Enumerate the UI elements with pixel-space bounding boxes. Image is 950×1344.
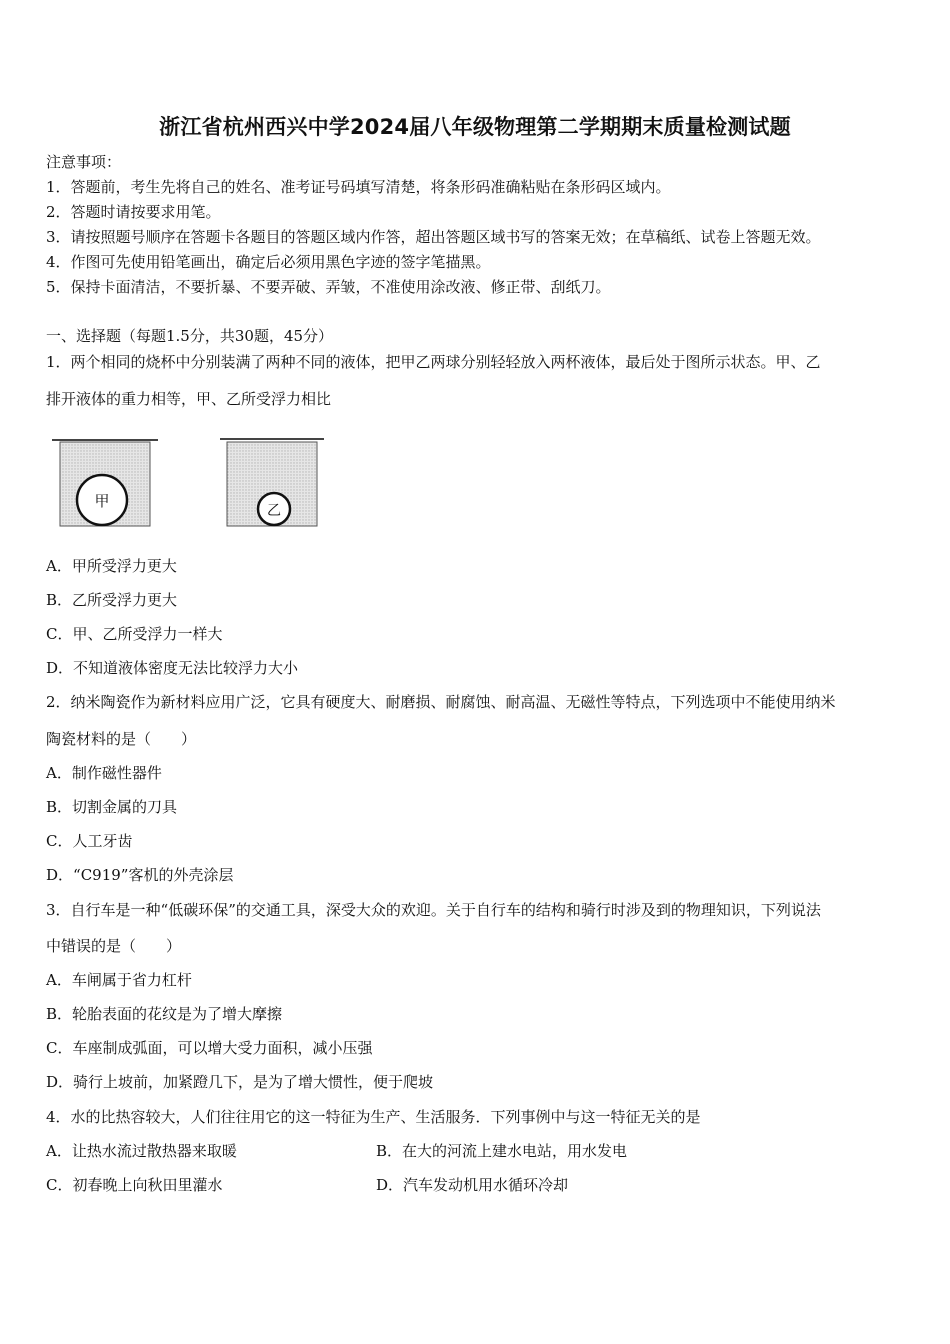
question-2-stem-line2: 陶瓷材料的是（ ） xyxy=(46,730,197,748)
question-2-stem-line1: 2．纳米陶瓷作为新材料应用广泛，它具有硬度大、耐磨损、耐腐蚀、耐高温、无磁性等特点，下列选项中不能使用纳米 xyxy=(46,693,836,711)
q3-option-c: C．车座制成弧面，可以增大受力面积，减小压强 xyxy=(46,1039,373,1057)
ball-left-label: 甲 xyxy=(94,492,110,510)
beakers-figure xyxy=(50,432,330,532)
q4-option-c: C．初春晚上向秋田里灌水 xyxy=(46,1176,223,1194)
q4-option-b: B．在大的河流上建水电站，用水发电 xyxy=(376,1142,628,1160)
question-1-stem-line1: 1．两个相同的烧杯中分别装满了两种不同的液体，把甲乙两球分别轻轻放入两杯液体，最后处于图所示状态。甲、乙 xyxy=(46,353,821,371)
q4-option-a: A．让热水流过散热器来取暖 xyxy=(46,1142,237,1160)
q3-option-d: D．骑行上坡前，加紧蹬几下，是为了增大惯性，便于爬坡 xyxy=(46,1073,434,1091)
ball-right-label: 乙 xyxy=(267,503,281,519)
q2-option-d: D．“C919”客机的外壳涂层 xyxy=(46,866,234,884)
beaker-right xyxy=(220,439,324,526)
q2-option-c: C．人工牙齿 xyxy=(46,832,133,850)
notice-item: 4．作图可先使用铅笔画出，确定后必须用黑色字迹的签字笔描黑。 xyxy=(46,253,491,271)
page-title: 浙江省杭州西兴中学2024届八年级物理第二学期期末质量检测试题 xyxy=(159,115,791,139)
beaker-left xyxy=(52,440,158,526)
question-3-stem-line1: 3．自行车是一种“低碳环保”的交通工具，深受大众的欢迎。关于自行车的结构和骑行时涉及到的物理知识，下列说法 xyxy=(46,901,821,919)
q3-option-a: A．车闸属于省力杠杆 xyxy=(46,971,192,989)
notice-item: 1．答题前，考生先将自己的姓名、准考证号码填写清楚，将条形码准确粘贴在条形码区域内。 xyxy=(46,178,671,196)
notice-heading: 注意事项： xyxy=(46,153,122,171)
q1-option-d: D．不知道液体密度无法比较浮力大小 xyxy=(46,659,299,677)
question-3-stem-line2: 中错误的是（ ） xyxy=(46,937,182,955)
question-4-stem: 4．水的比热容较大，人们往往用它的这一特征为生产、生活服务．下列事例中与这一特征无关的是 xyxy=(46,1108,701,1126)
notice-item: 3．请按照题号顺序在答题卡各题目的答题区域内作答，超出答题区域书写的答案无效；在草稿纸、试卷上答题无效。 xyxy=(46,228,821,246)
q3-option-b: B．轮胎表面的花纹是为了增大摩擦 xyxy=(46,1005,283,1023)
q2-option-b: B．切割金属的刀具 xyxy=(46,798,178,816)
section-heading: 一、选择题（每题1.5分，共30题，45分） xyxy=(46,327,334,345)
notice-item: 2．答题时请按要求用笔。 xyxy=(46,203,221,221)
question-1-stem-line2: 排开液体的重力相等，甲、乙所受浮力相比 xyxy=(46,390,332,408)
q2-option-a: A．制作磁性器件 xyxy=(46,764,162,782)
q1-option-c: C．甲、乙所受浮力一样大 xyxy=(46,625,223,643)
q4-option-d: D．汽车发动机用水循环冷却 xyxy=(376,1176,569,1194)
notice-item: 5．保持卡面清洁，不要折暴、不要弄破、弄皱，不准使用涂改液、修正带、刮纸刀。 xyxy=(46,278,611,296)
q1-option-b: B．乙所受浮力更大 xyxy=(46,591,178,609)
q1-option-a: A．甲所受浮力更大 xyxy=(46,557,177,575)
